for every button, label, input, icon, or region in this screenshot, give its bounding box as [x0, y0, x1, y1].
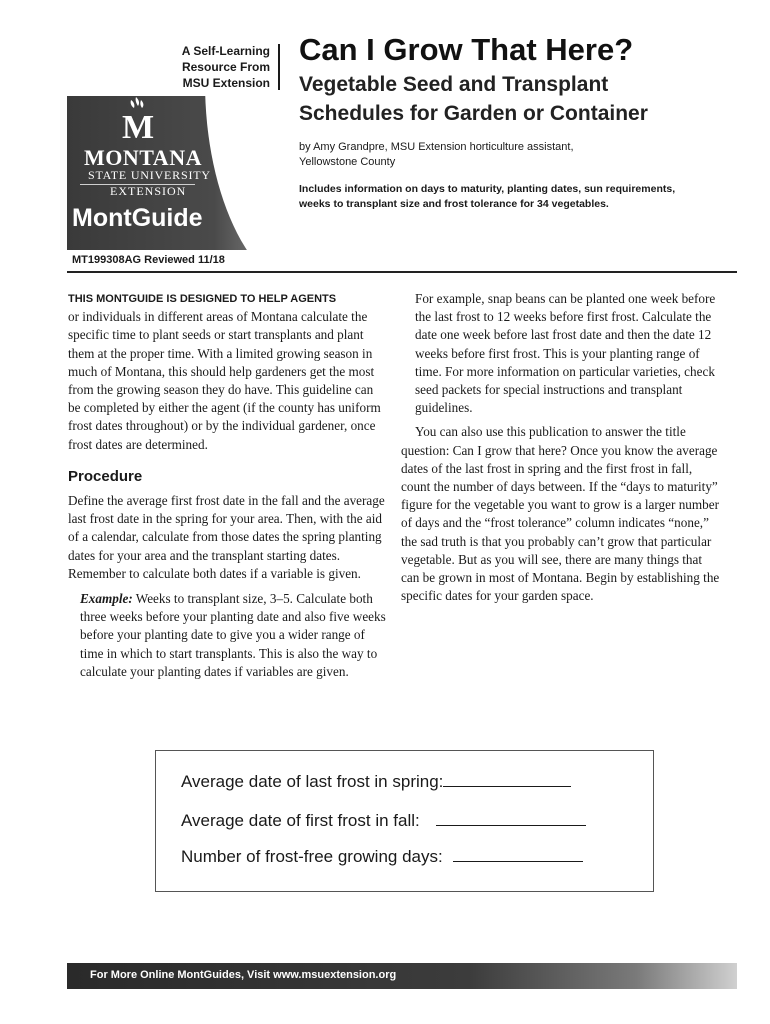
example-text: Weeks to transplant size, 3–5. Calculate both three weeks before your planting date and also five weeks before your planting date to give you a wider range of time in which to start transplants. This is also the way to calculate your planting dates if variables are given.: [80, 591, 386, 679]
header-rule: [67, 271, 737, 273]
university-name: MONTANA: [84, 145, 202, 170]
document-id: MT199308AG Reviewed 11/18: [72, 254, 225, 266]
intro-text: or individuals in different areas of Montana calculate the specific time to plant seeds or start transplants and plant them at the proper time. With a limited growing season in much of Montana, this should help gardeners get the most from the growing season they do have. This guideline can be completed by either the agent (if the county has uniform frost dates throughout) or by the individual gardener, once frost dates are determined.: [68, 309, 381, 452]
first-frost-blank[interactable]: [436, 811, 586, 826]
includes-note: [299, 182, 719, 212]
includes-line: weeks to transplant size and frost tolerance for 34 vegetables.: [299, 198, 609, 210]
frost-free-days-line: [181, 847, 583, 867]
tagline-line: MSU Extension: [182, 76, 270, 90]
title-question-paragraph: You can also use this publication to answer the title question: Can I grow that here? Once you know the average dates of the last frost in spring and the first frost in fall, count the number of days between. If the “days to maturity” figure for the vegetable you want to grow is a larger number of days and the “frost tolerance” column indicates “none,” the sad truth is that you probably can’t grow that particular vegetable. But as you will see, there are many things that can be grown in most of Montana. Begin by establishing the specific dates for your garden space.: [401, 424, 720, 604]
intro-lead-caps: THIS MONTGUIDE IS DESIGNED TO HELP AGENTS: [68, 293, 337, 305]
page-subtitle: [299, 70, 719, 128]
footer-text[interactable]: For More Online MontGuides, Visit www.msuextension.org: [90, 969, 397, 981]
procedure-paragraph: Define the average first frost date in the fall and the average last frost date in the spring for your area. Then, with the aid of a calendar, calculate from those dates the spring planting dates for your area and the transplant starting dates. Remember to calculate both dates if a variable is given.: [68, 493, 385, 581]
tagline-line: A Self-Learning: [181, 44, 270, 58]
extension-label: EXTENSION: [110, 184, 187, 198]
subtitle-line: Schedules for Garden or Container: [299, 102, 648, 125]
left-column: [68, 289, 386, 681]
byline-line: by Amy Grandpre, MSU Extension horticulture assistant,: [299, 141, 574, 153]
series-name: MontGuide: [72, 204, 203, 232]
frost-free-days-label: Number of frost-free growing days:: [181, 847, 443, 866]
last-frost-line: [181, 772, 571, 792]
frost-free-days-blank[interactable]: [453, 847, 583, 862]
subtitle-line: Vegetable Seed and Transplant: [299, 73, 609, 96]
example-continued-paragraph: For example, snap beans can be planted one week before the last frost to 12 weeks before first frost. Calculate the date one week before last frost date and then the date 12 weeks before first frost. This is your planting range of time. For more information on particular varieties, check seed packets for special instructions and transplant guidelines.: [415, 291, 716, 416]
byline: [299, 140, 629, 170]
includes-line: Includes information on days to maturity, planting dates, sun requirements,: [299, 183, 676, 195]
right-column: [401, 290, 723, 605]
tagline-divider: [278, 44, 280, 90]
byline-line: Yellowstone County: [299, 156, 396, 168]
first-frost-line: [181, 811, 586, 831]
footer-bar: [67, 963, 737, 989]
tagline: [120, 43, 270, 91]
example-label: Example:: [80, 591, 133, 607]
university-subname: STATE UNIVERSITY: [88, 168, 211, 182]
last-frost-blank[interactable]: [443, 772, 571, 787]
logo-letter: M: [121, 109, 155, 140]
msu-logo-icon: [116, 96, 160, 140]
last-frost-label: Average date of last frost in spring:: [181, 772, 444, 791]
example-paragraph: [68, 590, 386, 681]
tagline-line: Resource From: [181, 60, 270, 74]
intro-paragraph: [68, 289, 386, 454]
procedure-heading: Procedure: [68, 467, 143, 485]
first-frost-label: Average date of first frost in fall:: [181, 811, 420, 830]
page-title: Can I Grow That Here?: [299, 32, 634, 67]
